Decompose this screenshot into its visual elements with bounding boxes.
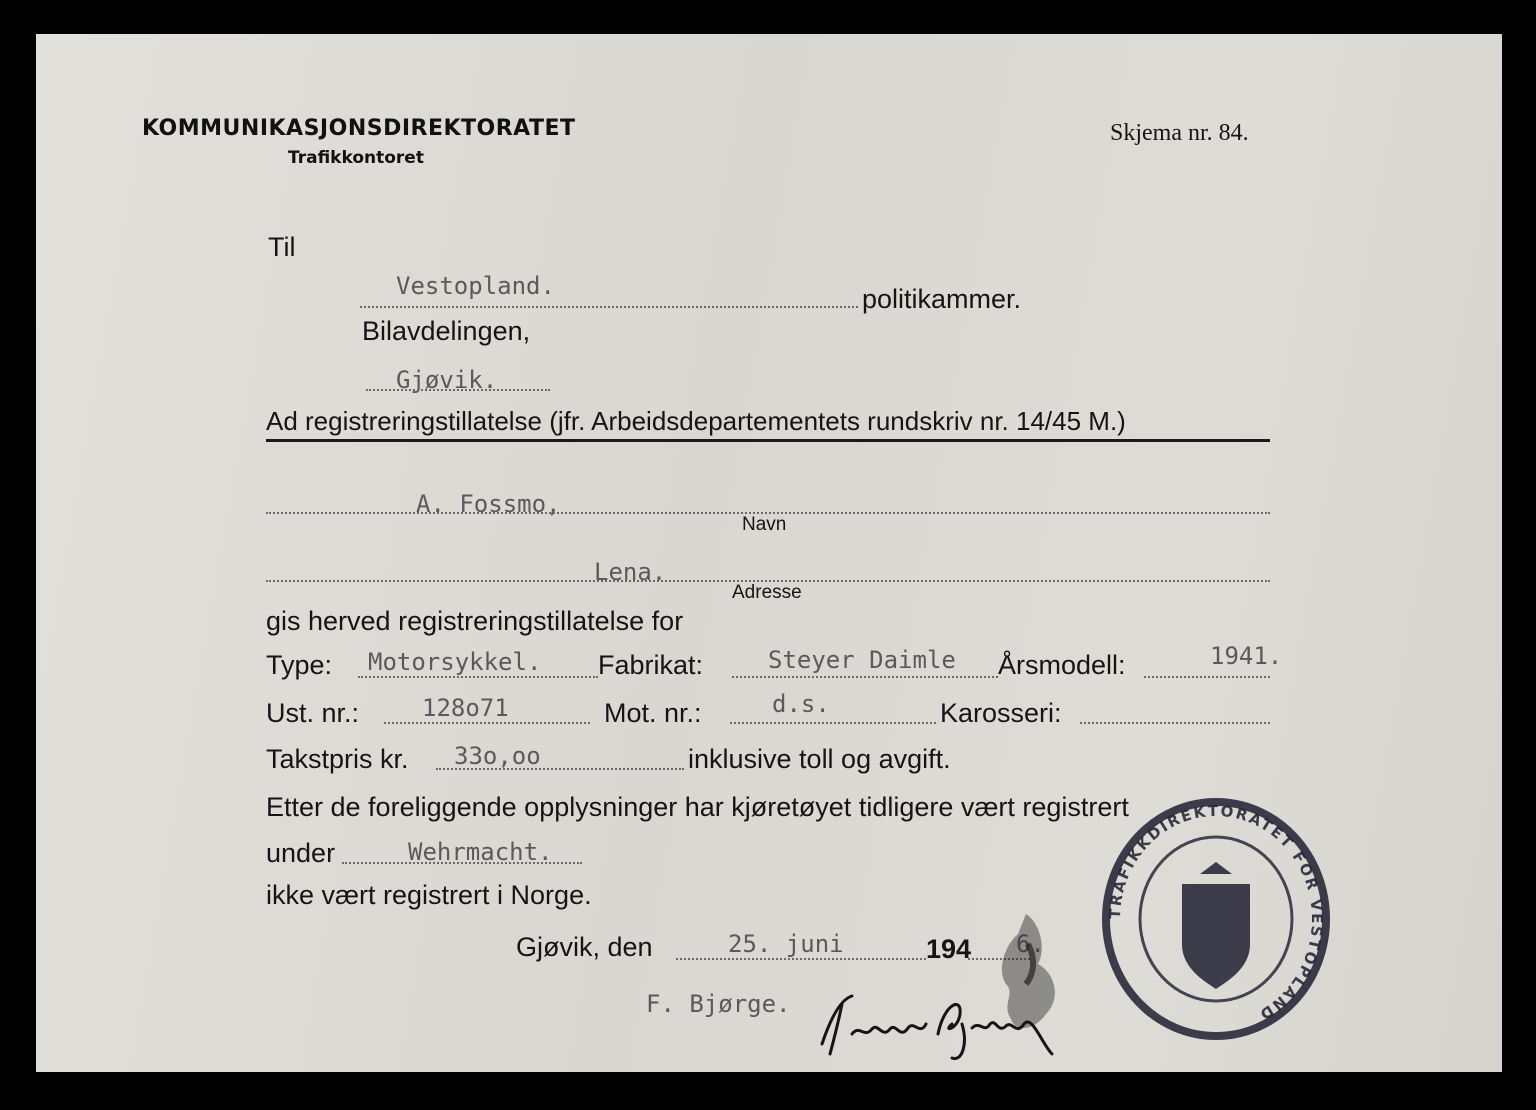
ust-line — [384, 722, 590, 724]
ust-label: Ust. nr.: — [266, 698, 360, 728]
signature — [812, 984, 1082, 1064]
karosseri-label: Karosseri: — [940, 698, 1062, 728]
year-prefix: 194 — [926, 934, 972, 964]
type-value: Motorsykkel. — [368, 648, 542, 676]
address-label: Adresse — [732, 582, 802, 603]
takst-label: Takstpris kr. — [266, 744, 409, 774]
dept-name: Trafikkontoret — [288, 148, 424, 168]
ust-value: 128o71 — [422, 694, 509, 722]
til-label: Til — [268, 232, 296, 262]
subject-underline — [266, 439, 1270, 442]
etter-text: Etter de foreliggende opplysninger har kjøretøyet tidligere vært registrert — [266, 792, 1129, 822]
fabrikat-label: Fabrikat: — [598, 650, 704, 680]
year-suffix: 6. — [1016, 930, 1045, 958]
bilavdelingen-label: Bilavdelingen, — [362, 316, 531, 346]
document-page — [36, 34, 1502, 1072]
city-line — [366, 389, 550, 391]
signer-name: F. Bjørge. — [646, 990, 791, 1018]
city-value: Gjøvik. — [396, 366, 498, 394]
district-line — [360, 306, 858, 308]
takst-value: 33o,oo — [454, 742, 541, 770]
svg-text:TRAFIKKDIREKTORATET FOR VESTOP: TRAFIKKDIREKTORATET FOR VESTOPLAND — [1105, 801, 1327, 1025]
type-label: Type: — [266, 650, 333, 680]
subject-line: Ad registreringstillatelse (jfr. Arbeidsdepartementets rundskriv nr. 14/45 M.) — [266, 406, 1126, 436]
arsmodell-line — [1144, 676, 1270, 678]
under-label: under — [266, 838, 336, 868]
date-value: 25. juni — [728, 930, 844, 958]
org-name: KOMMUNIKASJONSDIREKTORATET — [142, 116, 576, 141]
fabrikat-line — [732, 676, 998, 678]
name-label: Navn — [742, 514, 787, 535]
type-line — [358, 676, 598, 678]
ikke-text: ikke vært registrert i Norge. — [266, 880, 592, 910]
place-date-label: Gjøvik, den — [516, 932, 653, 962]
takst-suffix: inklusive toll og avgift. — [688, 744, 951, 774]
karosseri-line — [1080, 722, 1270, 724]
politikammer-label: politikammer. — [862, 284, 1022, 314]
applicant-name: A. Fossmo, — [416, 490, 561, 518]
applicant-address: Lena. — [594, 558, 667, 586]
arsmodell-label: Årsmodell: — [998, 650, 1126, 680]
mot-label: Mot. nr.: — [604, 698, 702, 728]
arsmodell-value: 1941. — [1210, 642, 1283, 670]
under-value: Wehrmacht. — [408, 838, 553, 866]
district-value: Vestopland. — [396, 272, 555, 300]
mot-line — [730, 722, 936, 724]
form-number: Skjema nr. 84. — [1110, 120, 1249, 146]
official-stamp — [1096, 794, 1336, 1044]
grant-text: gis herved registreringstillatelse for — [266, 606, 684, 636]
fabrikat-value: Steyer Daimle — [768, 646, 956, 674]
date-line — [676, 958, 926, 960]
mot-value: d.s. — [772, 690, 830, 718]
